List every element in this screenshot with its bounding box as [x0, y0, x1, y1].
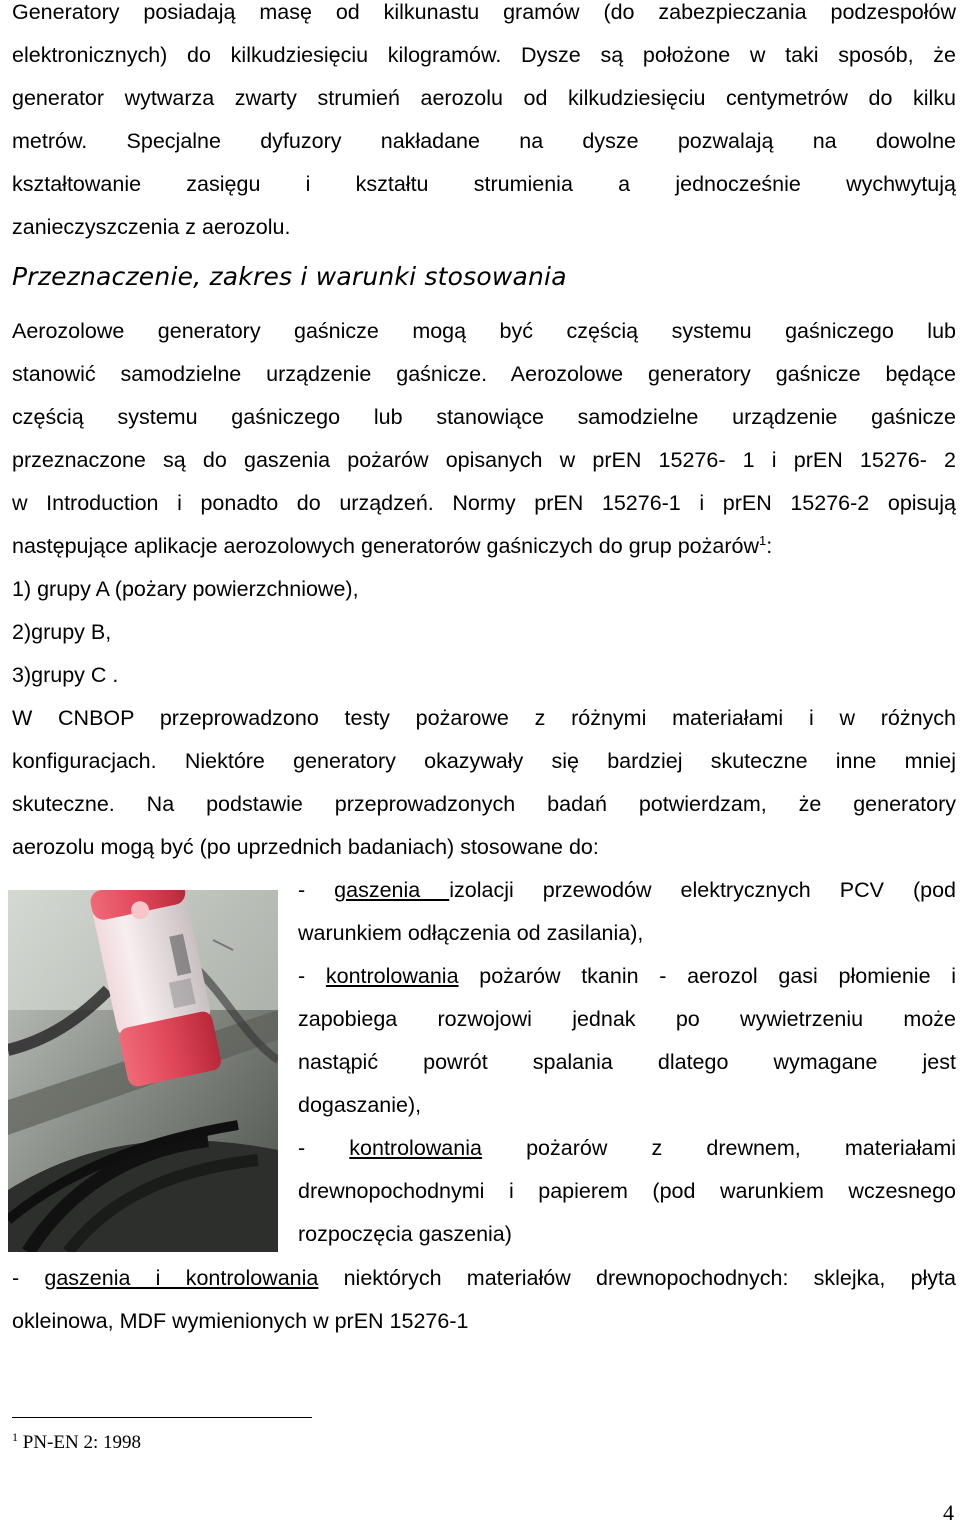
paragraph-2-line-1: Aerozolowe generatory gaśnicze mogą być częścią systemu gaśniczego lub: [12, 319, 956, 343]
page-number: 4: [943, 1500, 954, 1525]
paragraph-3-line-4: aerozolu mogą być (po uprzednich badaniach) stosowane do:: [12, 835, 599, 859]
footnote-text: PN-EN 2: 1998: [18, 1432, 141, 1453]
bullet-2-line-3: nastąpić powrót spalania dlatego wymagane jest: [298, 1050, 956, 1074]
bullet-4-dash: -: [12, 1266, 45, 1290]
paragraph-3-line-1: W CNBOP przeprowadzono testy pożarowe z różnymi materiałami i w różnych: [12, 706, 956, 730]
bullet-3-keyword: kontrolowania: [349, 1136, 482, 1160]
bullet-1-keyword: gaszenia: [334, 878, 450, 902]
paragraph-1-line-2: elektronicznych) do kilkudziesięciu kilogramów. Dysze są położone w taki sposób, że: [12, 43, 956, 67]
bullet-2-dash: -: [298, 964, 326, 988]
section-heading: Przeznaczenie, zakres i warunki stosowania: [12, 262, 567, 291]
bullet-2-line-2: zapobiega rozwojowi jednak po wywietrzeniu może: [298, 1007, 956, 1031]
paragraph-2-line-6: [12, 534, 772, 577]
paragraph-2-line-3: częścią systemu gaśniczego lub stanowiące samodzielne urządzenie gaśnicze: [12, 405, 956, 429]
bullet-2-line-1: [298, 964, 956, 1007]
generator-photo: [8, 890, 278, 1252]
paragraph-1-line-3: generator wytwarza zwarty strumień aerozolu od kilkudziesięciu centymetrów do kilku: [12, 86, 956, 110]
bullet-4-line-1: [12, 1266, 956, 1309]
paragraph-3-line-3: skuteczne. Na podstawie przeprowadzonych badań potwierdzam, że generatory: [12, 792, 956, 816]
bullet-4-line-2: okleinowa, MDF wymienionych w prEN 15276-1: [12, 1309, 469, 1333]
bullet-1-line-2: warunkiem odłączenia od zasilania),: [298, 921, 644, 945]
bullet-3-line-3: rozpoczęcia gaszenia): [298, 1222, 512, 1246]
bullet-1-dash: -: [298, 878, 335, 902]
footnote-reference[interactable]: 1: [758, 533, 767, 548]
bullet-2-text: pożarów tkanin - aerozol gasi płomienie i: [458, 964, 957, 988]
paragraph-2-line-6-colon: :: [766, 534, 773, 558]
list-item-group-b: 2)grupy B,: [12, 620, 112, 644]
paragraph-1-line-4: metrów. Specjalne dyfuzory nakładane na dysze pozwalają na dowolne: [12, 129, 956, 153]
paragraph-1-line-1: Generatory posiadają masę od kilkunastu gramów (do zabezpieczania podzespołów: [12, 0, 956, 24]
list-item-group-c: 3)grupy C .: [12, 663, 119, 687]
footnote-separator: [12, 1417, 312, 1418]
bullet-1-line-1: [298, 878, 956, 921]
paragraph-1-line-6: zanieczyszczenia z aerozolu.: [12, 215, 291, 239]
paragraph-2-line-2: stanowić samodzielne urządzenie gaśnicze. Aerozolowe generatory gaśnicze będące: [12, 362, 956, 386]
bullet-2-keyword: kontrolowania: [325, 964, 459, 988]
footnote-number: 1: [12, 1430, 18, 1444]
bullet-3-line-2: drewnopochodnymi i papierem (pod warunkiem wczesnego: [298, 1179, 956, 1203]
paragraph-1-line-5: kształtowanie zasięgu i kształtu strumienia a jednocześnie wychwytują: [12, 172, 956, 196]
paragraph-2-line-5: w Introduction i ponadto do urządzeń. Normy prEN 15276-1 i prEN 15276-2 opisują: [12, 491, 956, 515]
footnote: [12, 1432, 141, 1454]
bullet-3-dash: -: [298, 1136, 350, 1160]
bullet-1-text: izolacji przewodów elektrycznych PCV (pod: [449, 878, 956, 902]
bullet-2-line-4: dogaszanie),: [298, 1093, 422, 1117]
bullet-3-line-1: [298, 1136, 956, 1179]
bullet-4-text: niektórych materiałów drewnopochodnych: sklejka, płyta: [318, 1266, 956, 1290]
list-item-group-a: 1) grupy A (pożary powierzchniowe),: [12, 577, 359, 601]
paragraph-3-line-2: konfiguracjach. Niektóre generatory okazywały się bardziej skuteczne inne mniej: [12, 749, 956, 773]
bullet-4-keyword: gaszenia i kontrolowania: [44, 1266, 319, 1290]
paragraph-2-line-6-text: następujące aplikacje aerozolowych generatorów gaśniczych do grup pożarów: [12, 534, 759, 558]
paragraph-2-line-4: przeznaczone są do gaszenia pożarów opisanych w prEN 15276- 1 i prEN 15276- 2: [12, 448, 956, 472]
bullet-3-text: pożarów z drewnem, materiałami: [481, 1136, 956, 1160]
